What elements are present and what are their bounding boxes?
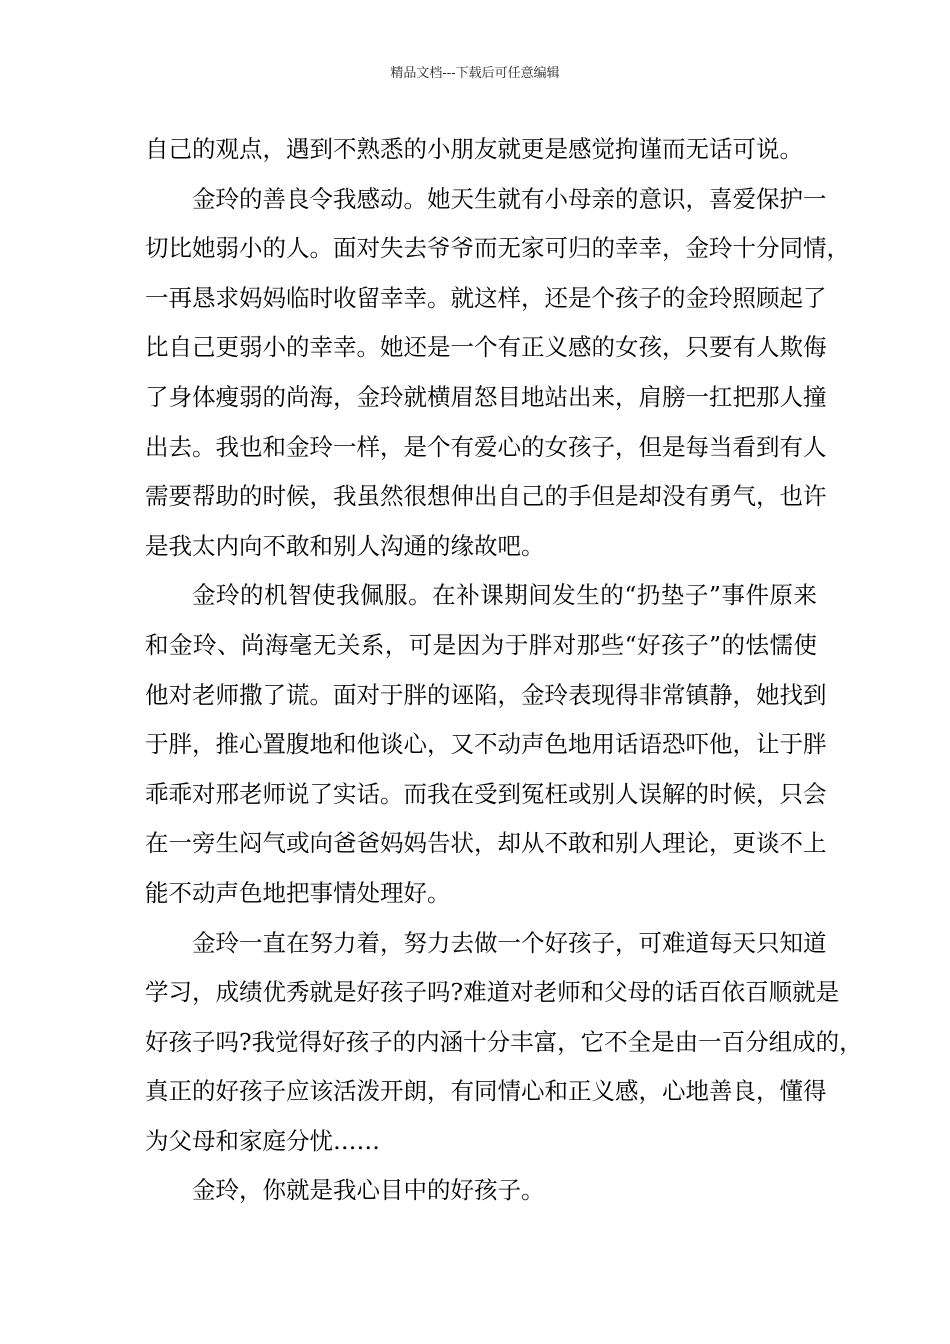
paragraph-2-line: 比自己更弱小的幸幸。她还是一个有正义感的女孩，只要有人欺侮	[145, 333, 827, 362]
paragraph-3-line: 在一旁生闷气或向爸爸妈妈告状，却从不敢和别人理论，更谈不上	[145, 829, 827, 858]
paragraph-2-line: 金玲的善良令我感动。她天生就有小母亲的意识，喜爱保护一	[192, 184, 827, 213]
paragraph-5-line: 金玲，你就是我心目中的好孩子。	[192, 1176, 545, 1205]
paragraph-3-line: 能不动声色地把事情处理好。	[145, 878, 451, 907]
paragraph-4-line: 金玲一直在努力着，努力去做一个好孩子，可难道每天只知道	[192, 928, 827, 957]
document-body	[145, 125, 863, 1216]
paragraph-4-line: 好孩子吗?我觉得好孩子的内涵十分丰富，它不全是由一百分组成的，	[145, 1027, 863, 1056]
paragraph-2-line: 出去。我也和金玲一样，是个有爱心的女孩子，但是每当看到有人	[145, 432, 827, 461]
paragraph-2-line: 一再恳求妈妈临时收留幸幸。就这样，还是个孩子的金玲照顾起了	[145, 283, 827, 312]
paragraph-4-line: 为父母和家庭分忧……	[145, 1126, 380, 1155]
paragraph-2-line: 切比她弱小的人。面对失去爷爷而无家可归的幸幸，金玲十分同情，	[145, 234, 850, 263]
paragraph-1-line: 自己的观点，遇到不熟悉的小朋友就更是感觉拘谨而无话可说。	[145, 135, 803, 163]
paragraph-3-line: 他对老师撒了谎。面对于胖的诬陷，金玲表现得非常镇静，她找到	[145, 680, 827, 709]
paragraph-2-line: 了身体瘦弱的尚海，金玲就横眉怒目地站出来，肩膀一扛把那人撞	[145, 382, 827, 411]
paragraph-3-line: 乖乖对邢老师说了实话。而我在受到冤枉或别人误解的时候，只会	[145, 779, 827, 808]
paragraph-2-line: 是我太内向不敢和别人沟通的缘故吧。	[145, 531, 545, 560]
paragraph-3-line: 和金玲、尚海毫无关系，可是因为于胖对那些“好孩子”的怯懦使	[145, 630, 817, 659]
paragraph-3-line: 于胖，推心置腹地和他谈心，又不动声色地用话语恐吓他，让于胖	[145, 730, 827, 759]
paragraph-3-line: 金玲的机智使我佩服。在补课期间发生的“扔垫子”事件原来	[192, 581, 817, 610]
page-header: 精品文档---下载后可任意编辑	[390, 66, 560, 81]
paragraph-4-line: 学习，成绩优秀就是好孩子吗?难道对老师和父母的话百依百顺就是	[145, 978, 840, 1007]
paragraph-2-line: 需要帮助的时候，我虽然很想伸出自己的手但是却没有勇气，也许	[145, 482, 827, 511]
paragraph-4-line: 真正的好孩子应该活泼开朗，有同情心和正义感，心地善良，懂得	[145, 1077, 827, 1106]
